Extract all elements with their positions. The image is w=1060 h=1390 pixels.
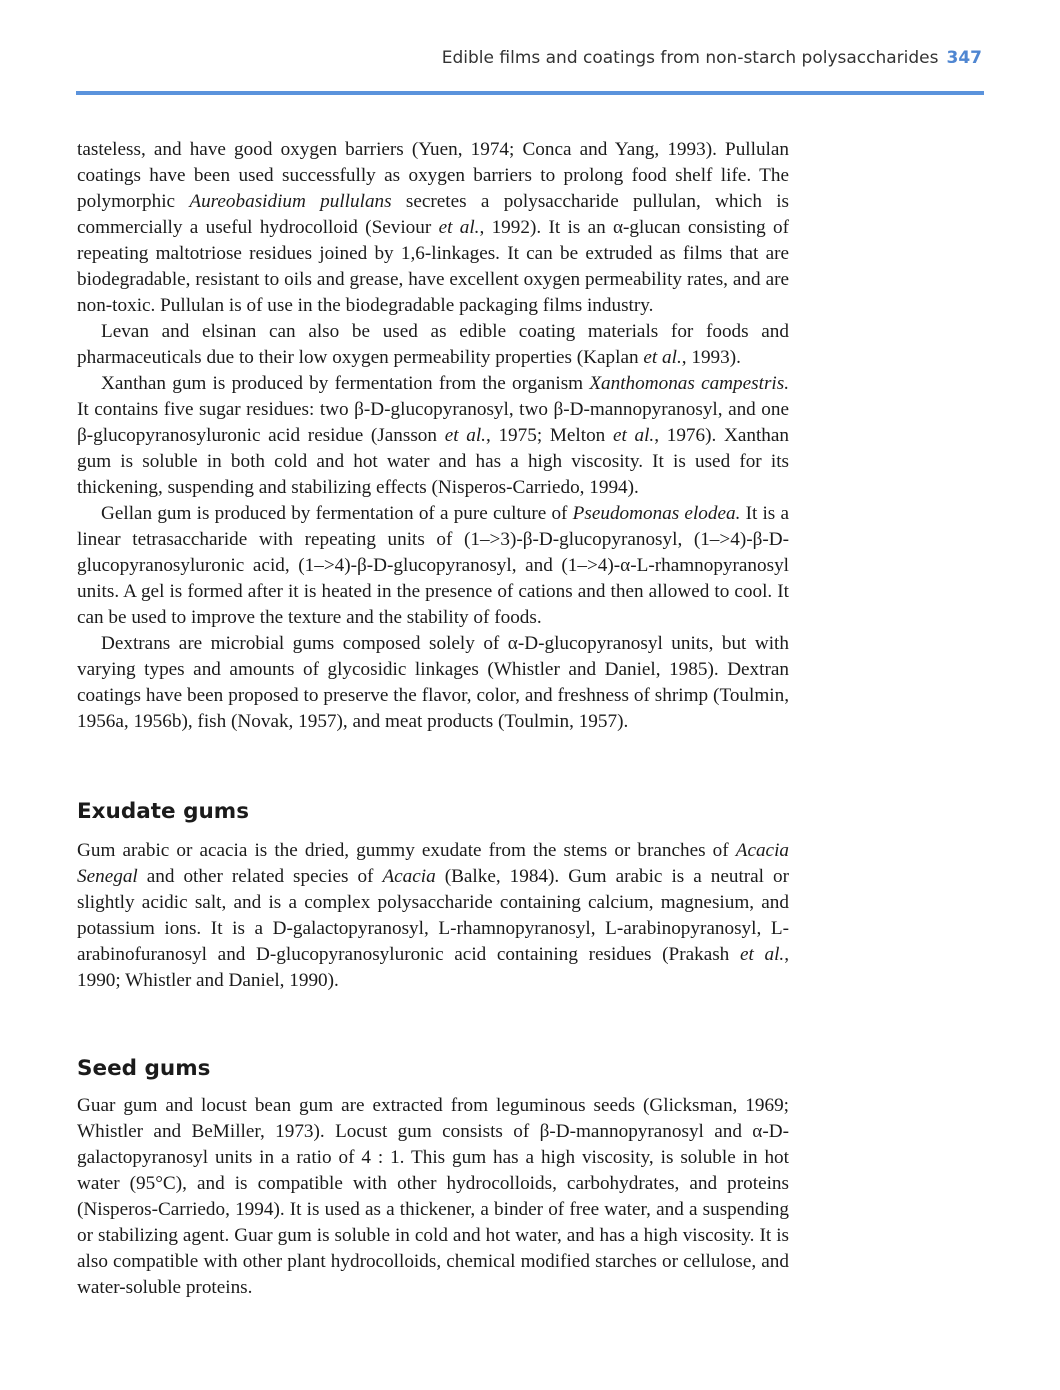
italic-text: et al.: [612, 425, 655, 446]
paragraph: Gum arabic or acacia is the dried, gummy exudate from the stems or branches of Acacia Senegal and other related species of Acacia (Balke, 1984). Gum arabic is a neutral or slightly acidic salt, and is a complex polysaccharide containing calcium, magnesium, and potassium ions. It is a D-galactopyranosyl, L-rhamnopyranosyl, L-arabinopyranosyl, L-arabinofuranosyl and D-glucopyranosyluronic acid containing residues (Prakash et al., 1990; Whistler and Daniel, 1990).: [77, 840, 789, 991]
section-heading-seed-gums: Seed gums: [77, 1056, 211, 1081]
italic-text: et al.: [444, 425, 486, 446]
paragraph: Levan and elsinan can also be used as edible coating materials for foods and pharmaceuticals due to their low oxygen permeability properties (Kaplan et al., 1993).: [77, 321, 789, 368]
page-body: [77, 137, 789, 1301]
running-title: Edible films and coatings from non-starch polysaccharides: [441, 48, 939, 68]
italic-text: Acacia Senegal: [77, 840, 789, 887]
italic-text: Acacia: [382, 866, 436, 887]
paragraph: Xanthan gum is produced by fermentation from the organism Xanthomonas campestris. It contains five sugar residues: two β-D-glucopyranosyl, two β-D-mannopyranosyl, and one β-glucopyranosyluronic acid residue (Jansson et al., 1975; Melton et al., 1976). Xanthan gum is soluble in both cold and hot water and has a high viscosity. It is used for its thickening, suspending and stabilizing effects (Nisperos-Carriedo, 1994).: [77, 373, 790, 498]
paragraph: Gellan gum is produced by fermentation of a pure culture of Pseudomonas elodea. It is a linear tetrasaccharide with repeating units of (1–>3)-β-D-glucopyranosyl, (1–>4)-β-D-glucopyranosyluronic acid, (1–>4)-β-D-glucopyranosyl, and (1–>4)-α-L-rhamnopyranosyl units. A gel is formed after it is heated in the presence of cations and then allowed to cool. It can be used to improve the texture and the stability of foods.: [77, 503, 789, 628]
section-heading-exudate-gums: Exudate gums: [77, 799, 249, 824]
italic-text: et al.: [438, 217, 480, 238]
page-number: 347: [946, 48, 982, 68]
italic-text: et al.: [643, 347, 682, 368]
italic-text: Xanthomonas campestris.: [589, 373, 790, 394]
italic-text: et al.: [739, 944, 785, 965]
running-head: [442, 48, 982, 68]
header-rule: [76, 91, 984, 95]
paragraph: Dextrans are microbial gums composed solely of α-D-glucopyranosyl units, but with varying types and amounts of glycosidic linkages (Whistler and Daniel, 1985). Dextran coatings have been proposed to preserve the flavor, color, and freshness of shrimp (Toulmin, 1956a, 1956b), fish (Novak, 1957), and meat products (Toulmin, 1957).: [77, 633, 789, 732]
italic-text: Pseudomonas elodea.: [572, 503, 741, 524]
paragraph: Guar gum and locust bean gum are extracted from leguminous seeds (Glicksman, 1969; Whistler and BeMiller, 1973). Locust gum consists of β-D-mannopyranosyl and α-D-galactopyranosyl units in a ratio of 4 : 1. This gum has a high viscosity, is soluble in hot water (95°C), and is compatible with other hydrocolloids, carbohydrates, and proteins (Nisperos-Carriedo, 1994). It is used as a thickener, a binder of free water, and a suspending or stabilizing agent. Guar gum is soluble in cold and hot water, and has a high viscosity. It is also compatible with other plant hydrocolloids, chemical modified starches or cellulose, and water-soluble proteins.: [77, 1095, 789, 1298]
italic-text: Aureobasidium pullulans: [189, 191, 392, 212]
paragraph: tasteless, and have good oxygen barriers (Yuen, 1974; Conca and Yang, 1993). Pullulan coatings have been used successfully as oxygen barriers to prolong food shelf life. The polymorphic Aureobasidium pullulans secretes a polysaccharide pullulan, which is commercially a useful hydrocolloid (Seviour et al., 1992). It is an α-glucan consisting of repeating maltotriose residues joined by 1,6-linkages. It can be extruded as films that are biodegradable, resistant to oils and grease, have excellent oxygen permeability rates, and are non-toxic. Pullulan is of use in the biodegradable packaging films industry.: [77, 139, 789, 316]
